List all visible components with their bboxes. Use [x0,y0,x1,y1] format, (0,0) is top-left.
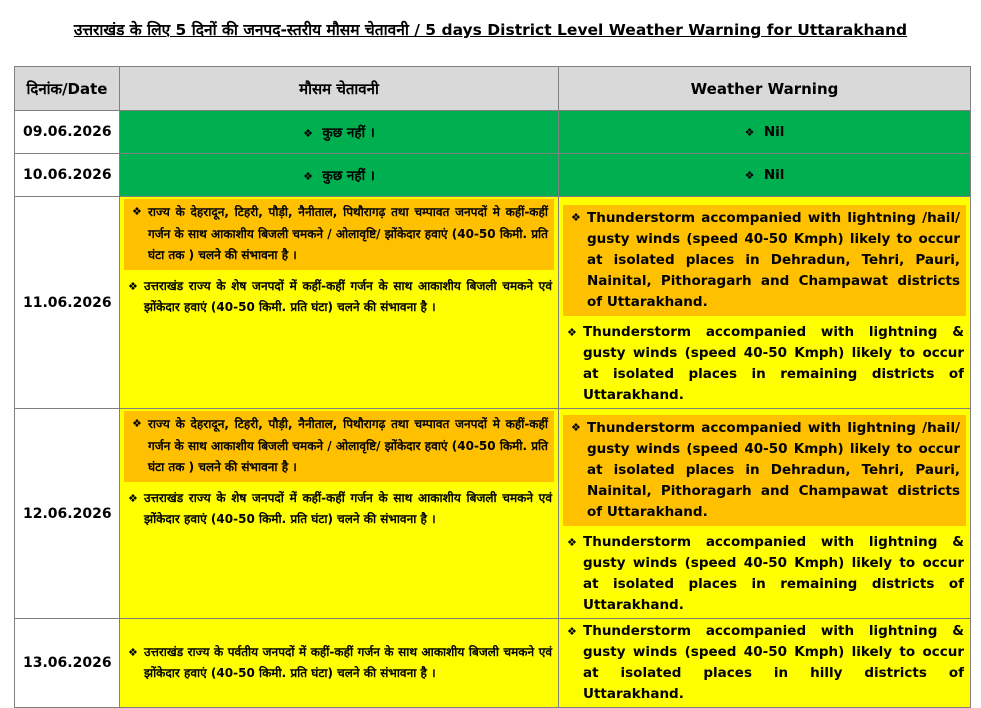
table-row [15,111,971,154]
hindi-warning-orange: ❖ राज्य के देहरादून, टिहरी, पौड़ी, नैनीताल, पिथौरागढ़ तथा चम्पावत जनपदों मे कहीं-कहीं गर्जन के साथ आकाशीय बिजली चमकने / ओलावृष्टि/ झोंकेदार हवाएं (40-50 किमी. प्रति घंटा तक ) चलने की संभावना है । [124,411,554,482]
hindi-warning-cell [120,111,559,154]
bullet-icon: ❖ [571,211,581,224]
warning-table [14,66,971,708]
english-warning-orange: ❖ Thunderstorm accompanied with lightning /hail/ gusty winds (speed 40-50 Kmph) likely to occur at isolated places in Dehradun, Tehri, Pauri, Nainital, Pithoragarh and Champawat districts of Uttarakhand. [563,415,966,526]
hindi-warning-text: कुछ नहीं । [322,168,375,184]
bullet-icon: ❖ [744,169,755,182]
bullet-icon: ❖ [567,326,577,339]
bullet-icon: ❖ [303,170,313,183]
date-cell: 10.06.2026 [15,154,120,197]
english-warning-orange: ❖ Thunderstorm accompanied with lightning /hail/ gusty winds (speed 40-50 Kmph) likely to occur at isolated places in Dehradun, Tehri, Pauri, Nainital, Pithoragarh and Champawat districts of Uttarakhand. [563,205,966,316]
bullet-icon: ❖ [303,127,313,140]
hindi-warning-cell [120,619,559,708]
english-warning-text: Nil [763,167,785,183]
english-warning-cell [559,619,971,708]
header-english-warning: Weather Warning [559,67,971,111]
english-warning-yellow: ❖ Thunderstorm accompanied with lightning & gusty winds (speed 40-50 Kmph) likely to occur at isolated places in remaining districts of Uttarakhand. [567,534,964,613]
bullet-icon: ❖ [571,421,581,434]
header-date: दिनांक/Date [15,67,120,111]
english-warning-cell [559,111,971,154]
hindi-warning-yellow: ❖ उत्तराखंड राज्य के शेष जनपदों में कहीं-कहीं गर्जन के साथ आकाशीय बिजली चमकने एवं झोंकेदार हवाएं (40-50 किमी. प्रति घंटा) चलने की संभावना है । [120,274,558,321]
english-warning-cell [559,197,971,409]
table-header-row [15,67,971,111]
bullet-icon: ❖ [128,645,138,659]
hindi-warning-text: कुछ नहीं । [322,125,375,141]
date-cell: 13.06.2026 [15,619,120,708]
bullet-icon: ❖ [567,536,577,549]
bullet-icon: ❖ [744,126,755,139]
date-cell: 11.06.2026 [15,197,120,409]
hindi-warning-cell [120,197,559,409]
page-title: उत्तराखंड के लिए 5 दिनों की जनपद-स्तरीय मौसम चेतावनी / 5 days District Level Weather Warning for Uttarakhand [73,21,908,39]
header-hindi-warning: मौसम चेतावनी [120,67,559,111]
bullet-icon: ❖ [132,205,142,218]
hindi-warning-yellow: ❖ उत्तराखंड राज्य के शेष जनपदों में कहीं-कहीं गर्जन के साथ आकाशीय बिजली चमकने एवं झोंकेदार हवाएं (40-50 किमी. प्रति घंटा) चलने की संभावना है । [120,486,558,533]
bullet-icon: ❖ [128,279,138,293]
english-warning-cell [559,154,971,197]
english-warning-yellow: ❖ Thunderstorm accompanied with lightning & gusty winds (speed 40-50 Kmph) likely to occur at isolated places in remaining districts of Uttarakhand. [567,324,964,403]
hindi-warning-orange: ❖ राज्य के देहरादून, टिहरी, पौड़ी, नैनीताल, पिथौरागढ़ तथा चम्पावत जनपदों मे कहीं-कहीं गर्जन के साथ आकाशीय बिजली चमकने / ओलावृष्टि/ झोंकेदार हवाएं (40-50 किमी. प्रति घंटा तक ) चलने की संभावना है । [124,199,554,270]
table-row [15,409,971,619]
hindi-warning-cell [120,409,559,619]
english-warning-yellow: ❖ Thunderstorm accompanied with lightning & gusty winds (speed 40-50 Kmph) likely to occur at isolated places in hilly districts of Uttarakhand. [567,623,964,702]
date-cell: 09.06.2026 [15,111,120,154]
bullet-icon: ❖ [567,625,577,638]
table-row [15,197,971,409]
english-warning-text: Nil [763,124,785,140]
table-row [15,154,971,197]
hindi-warning-cell [120,154,559,197]
bullet-icon: ❖ [132,417,142,430]
english-warning-cell [559,409,971,619]
table-row [15,619,971,708]
hindi-warning-yellow: ❖ उत्तराखंड राज्य के पर्वतीय जनपदों में कहीं-कहीं गर्जन के साथ आकाशीय बिजली चमकने एवं झोंकेदार हवाएं (40-50 किमी. प्रति घंटा) चलने की संभावना है । [120,640,558,687]
bullet-icon: ❖ [128,491,138,505]
date-cell: 12.06.2026 [15,409,120,619]
